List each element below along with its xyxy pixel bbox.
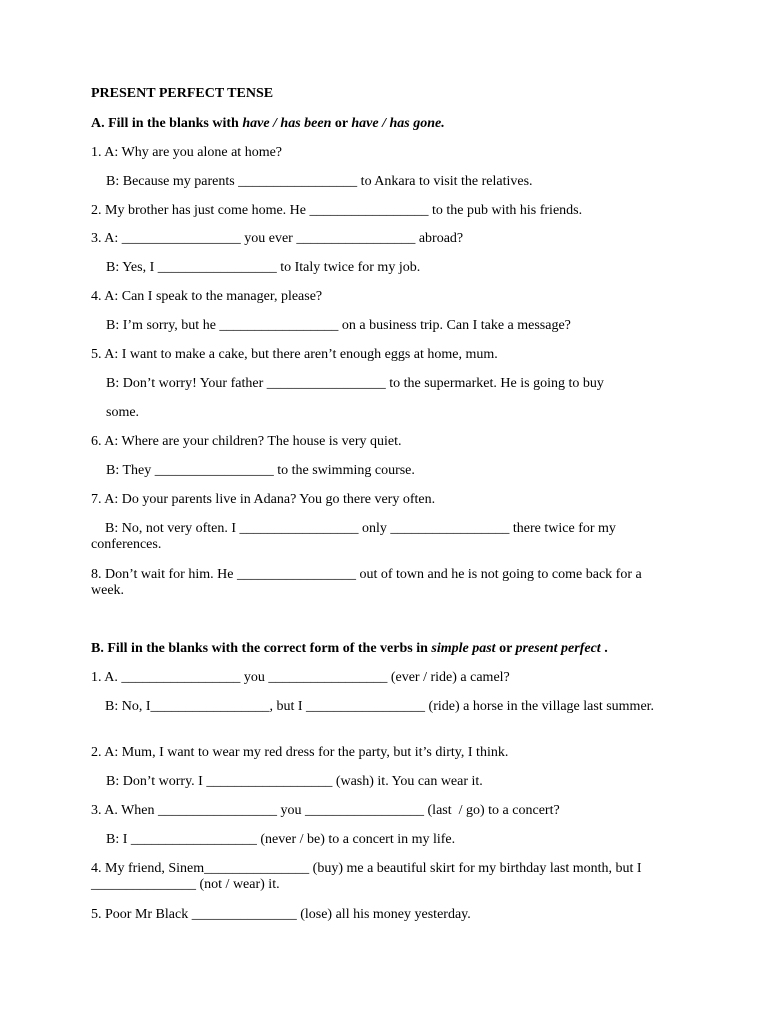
exercise-line: B: I’m sorry, but he _________________ on a business trip. Can I take a message?	[106, 318, 571, 333]
exercise-text: 8. Don’t wait for him. He _________________ out of town and he is not going to come back for a week.	[91, 567, 646, 598]
section-b-heading-prefix: B. Fill in the blanks with the correct form of the verbs in	[91, 641, 432, 656]
section-a-heading-em1: have / has been	[242, 116, 332, 131]
exercise-line: some.	[106, 405, 140, 420]
section-a-heading	[91, 116, 676, 132]
section-a-heading-mid: or	[331, 116, 352, 131]
exercise-line: B: They _________________ to the swimming course.	[106, 463, 415, 478]
worksheet-title: PRESENT PERFECT TENSE	[91, 86, 274, 101]
exercise-line: 3. A: _________________ you ever _________________ abroad?	[91, 231, 464, 246]
exercise-line: 2. My brother has just come home. He _________________ to the pub with his friends.	[91, 203, 583, 218]
exercise-line: B: Because my parents _________________ to Ankara to visit the relatives.	[106, 174, 533, 189]
exercise-line	[91, 861, 676, 893]
exercise-line: B: Don’t worry! Your father _________________ to the supermarket. He is going to buy	[106, 376, 604, 391]
exercise-text: B: No, not very often. I _________________ only _________________ there twice for my conferences.	[91, 521, 620, 552]
exercise-line: 1. A: Why are you alone at home?	[91, 145, 283, 160]
exercise-line: B: Yes, I _________________ to Italy twice for my job.	[106, 260, 421, 275]
exercise-line: 6. A: Where are your children? The house is very quiet.	[91, 434, 402, 449]
exercise-text: 4. My friend, Sinem_______________ (buy) me a beautiful skirt for my birthday last month, but I _______________ (not / wear) it.	[91, 861, 646, 892]
section-b-heading-em2: present perfect	[515, 641, 601, 656]
section-a-heading-prefix: A. Fill in the blanks with	[91, 116, 243, 131]
exercise-line: 4. A: Can I speak to the manager, please?	[91, 289, 323, 304]
exercise-line: 5. Poor Mr Black _______________ (lose) all his money yesterday.	[91, 907, 471, 922]
exercise-line: 2. A: Mum, I want to wear my red dress for the party, but it’s dirty, I think.	[91, 745, 509, 760]
section-b-heading-em1: simple past	[431, 641, 496, 656]
section-b-heading-suffix: .	[600, 641, 608, 656]
exercise-line: 5. A: I want to make a cake, but there aren’t enough eggs at home, mum.	[91, 347, 498, 362]
exercise-line	[91, 699, 676, 715]
exercise-line: 1. A. _________________ you _________________ (ever / ride) a camel?	[91, 670, 510, 685]
section-b-heading	[91, 641, 676, 657]
exercise-text: B: No, I_________________, but I _________________ (ride) a horse in the village last summer.	[91, 699, 655, 714]
exercise-line	[91, 521, 676, 553]
exercise-line	[91, 567, 676, 599]
exercise-line: 3. A. When _________________ you _________________ (last / go) to a concert?	[91, 803, 560, 818]
exercise-line: 7. A: Do your parents live in Adana? You go there very often.	[91, 492, 436, 507]
section-a-heading-em2: have / has gone.	[351, 116, 445, 131]
exercise-line: B: I __________________ (never / be) to a concert in my life.	[106, 832, 456, 847]
exercise-line: B: Don’t worry. I __________________ (wash) it. You can wear it.	[106, 774, 483, 789]
section-b-heading-mid: or	[495, 641, 516, 656]
